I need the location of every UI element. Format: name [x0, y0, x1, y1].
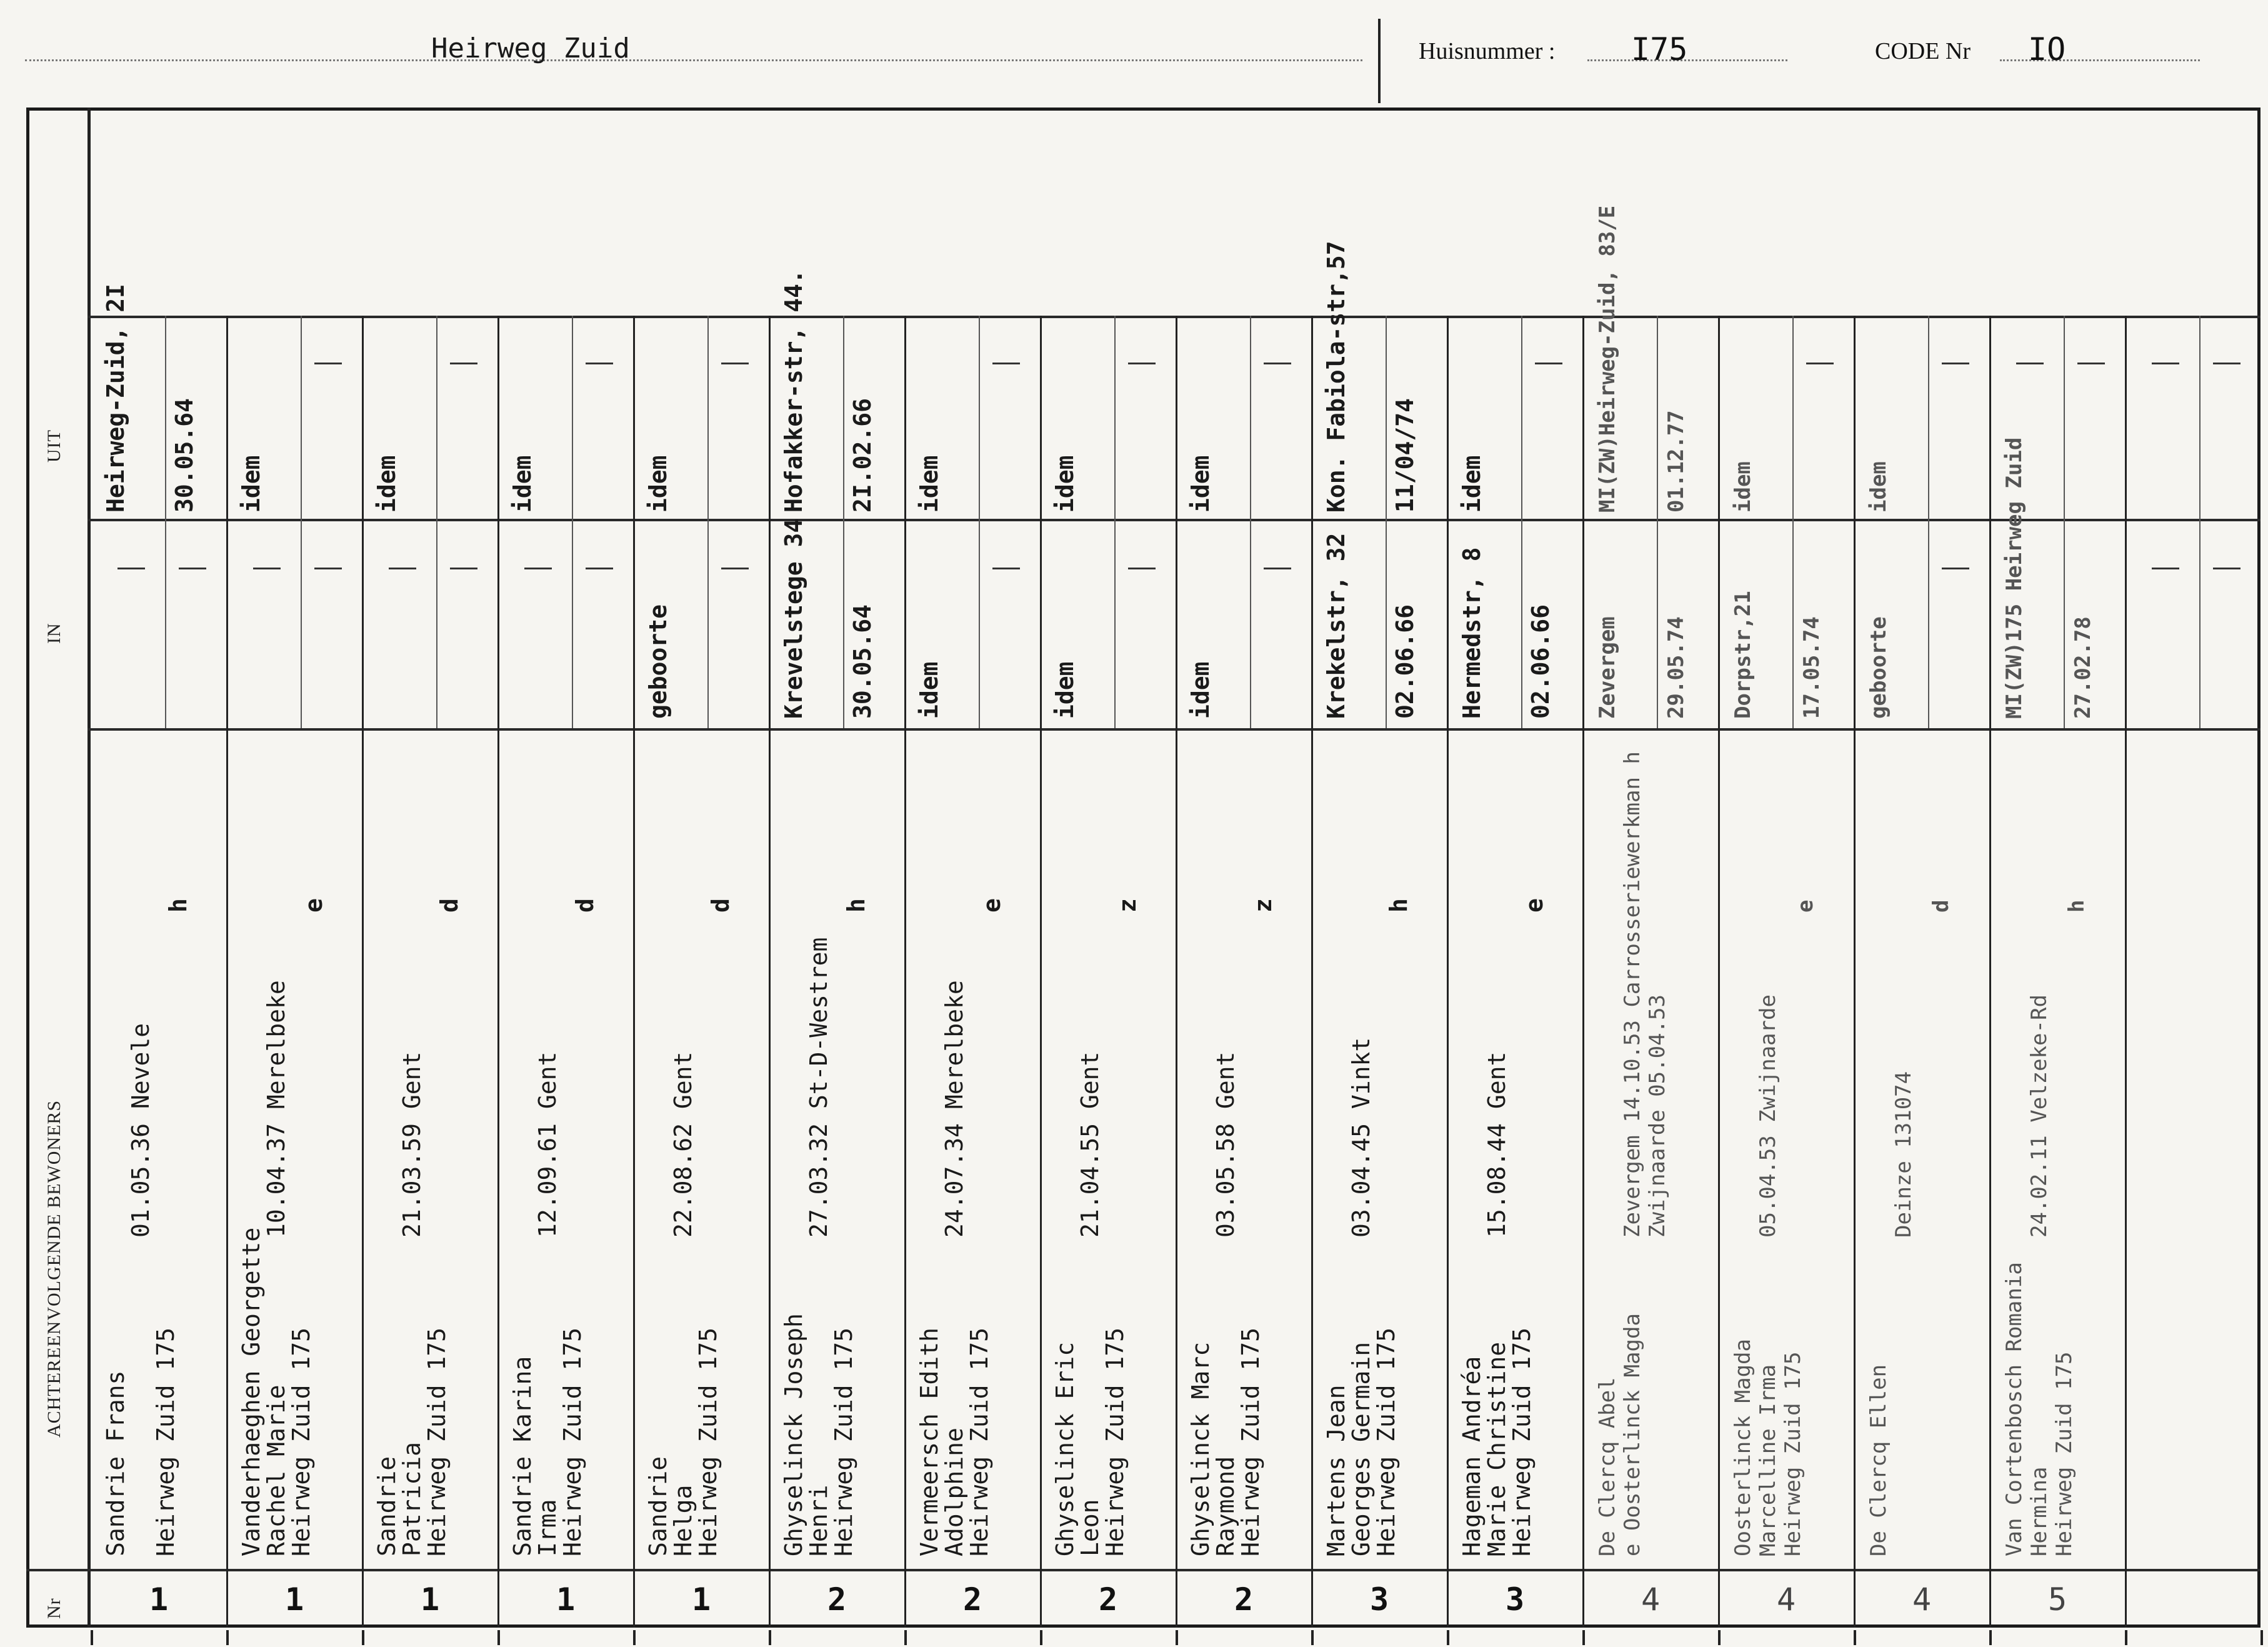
resident-given-names: Hermina: [2027, 1466, 2052, 1556]
in-date: 02.06.66: [1527, 604, 1554, 719]
huisnummer-label: Huisnummer :: [1419, 38, 1556, 64]
resident-name: Oosterlinck Magda: [1731, 1339, 1756, 1556]
cell-subdivider: [436, 519, 437, 728]
cell-subdivider: [301, 519, 302, 728]
resident-given-names: Marie Christine: [1483, 1341, 1511, 1556]
empty-dash: [179, 568, 206, 569]
empty-dash: [2213, 568, 2241, 569]
empty-dash: [524, 568, 552, 569]
resident-code: d: [436, 898, 463, 913]
row-divider: [633, 316, 635, 1628]
tick-mark: [1447, 1630, 1449, 1645]
cell-subdivider: [572, 519, 573, 728]
row-divider: [1854, 316, 1856, 1628]
resident-code: z: [1249, 898, 1277, 913]
column-label-in: IN: [44, 623, 64, 644]
uit-top-line: [87, 316, 2261, 318]
empty-dash: [2152, 568, 2179, 569]
in-date: 29.05.74: [1664, 616, 1689, 719]
code-label: CODE Nr: [1875, 38, 1971, 64]
cell-subdivider: [1657, 316, 1658, 519]
tick-mark: [362, 1630, 364, 1645]
in-date: 27.02.78: [2071, 616, 2096, 719]
tick-mark: [2261, 1630, 2263, 1645]
cell-subdivider: [1521, 519, 1522, 728]
tick-mark: [1311, 1630, 1314, 1645]
resident-given-names: Helga: [669, 1484, 697, 1556]
row-divider: [2125, 316, 2127, 1628]
resident-name: Ghyselinck Joseph: [780, 1313, 807, 1556]
cell-subdivider: [707, 519, 709, 728]
resident-code: d: [571, 898, 599, 913]
empty-dash: [389, 568, 416, 569]
empty-dash: [117, 568, 145, 569]
column-label-nr: Nr: [44, 1598, 64, 1619]
resident-birth: 15.08.44 Gent: [1483, 1051, 1511, 1238]
row-number: 2: [827, 1581, 847, 1618]
uit-date: 30.05.64: [171, 398, 198, 513]
resident-birth-2: Zwijnaarde 05.04.53: [1645, 994, 1670, 1238]
resident-given-names: Henri: [805, 1484, 832, 1556]
row-divider: [362, 316, 364, 1628]
uit-date: 11/04/74: [1391, 398, 1419, 513]
resident-address: Heirweg Zuid 175: [1372, 1327, 1400, 1556]
row-number: 1: [692, 1581, 711, 1618]
cell-subdivider: [979, 316, 980, 519]
resident-birth: 03.05.58 Gent: [1212, 1051, 1239, 1238]
resident-name: Vermeersch Edith: [916, 1327, 943, 1556]
in-place: geboorte: [1866, 616, 1891, 719]
empty-dash: [1806, 363, 1834, 364]
page-header: [0, 0, 2268, 100]
cell-subdivider: [1114, 519, 1116, 728]
resident-given-names: Raymond: [1212, 1456, 1239, 1556]
uit-place: Kon. Fabiola-str,57: [1322, 241, 1350, 513]
cell-subdivider: [301, 316, 302, 519]
resident-birth: 24.02.11 Velzeke-Rd: [2027, 994, 2052, 1238]
in-place: Krekelstr, 32: [1322, 533, 1350, 719]
in-place: idem: [1187, 661, 1214, 719]
cell-subdivider: [843, 316, 844, 519]
tick-mark: [1176, 1630, 1178, 1645]
uit-in-divider: [87, 519, 2261, 521]
resident-given-names: Adolphine: [941, 1428, 968, 1556]
resident-given-names: e Oosterlinck Magda: [1620, 1313, 1645, 1556]
empty-dash: [1535, 363, 1562, 364]
resident-address: Heirweg Zuid 175: [1237, 1327, 1264, 1556]
resident-name: Ghyselinck Eric: [1051, 1341, 1079, 1556]
resident-address: Heirweg Zuid 175: [1781, 1351, 1806, 1556]
cell-subdivider: [1792, 316, 1794, 519]
resident-code: h: [1385, 898, 1412, 913]
resident-code: z: [1114, 898, 1141, 913]
tick-mark: [91, 1630, 93, 1645]
uit-place: idem: [509, 455, 536, 513]
empty-dash: [2016, 363, 2044, 364]
tick-mark: [1989, 1630, 1992, 1645]
tick-mark: [497, 1630, 500, 1645]
resident-birth: 24.07.34 Merelbeke: [941, 980, 968, 1238]
uit-place: MI(ZW)Heirweg-Zuid, 83/E: [1595, 205, 1620, 513]
column-label-bewoners: ACHTEREENVOLGENDE BEWONERS: [44, 1099, 64, 1438]
resident-code: e: [1521, 898, 1548, 913]
uit-place: idem: [644, 455, 672, 513]
empty-dash: [1128, 568, 1156, 569]
row-number: 3: [1370, 1581, 1389, 1618]
row-divider: [1582, 316, 1584, 1628]
resident-given-names: Irma: [534, 1499, 561, 1556]
resident-name: De Clercq Ellen: [1866, 1364, 1891, 1556]
resident-code: h: [842, 898, 870, 913]
cell-subdivider: [1386, 316, 1387, 519]
header-separator: [1378, 19, 1381, 103]
in-place: MI(ZW)175 Heirweg Zuid: [2002, 437, 2027, 719]
huisnummer-value: I75: [1631, 31, 1688, 68]
empty-dash: [1942, 568, 1969, 569]
tick-mark: [1582, 1630, 1585, 1645]
row-divider: [1176, 316, 1177, 1628]
row-number: 1: [149, 1581, 169, 1618]
header-band-divider: [87, 108, 91, 1628]
resident-address: Heirweg Zuid 175: [287, 1327, 315, 1556]
resident-address: Heirweg Zuid 175: [966, 1327, 993, 1556]
tick-mark: [769, 1630, 771, 1645]
cell-subdivider: [1928, 316, 1929, 519]
resident-address: Heirweg Zuid 175: [830, 1327, 857, 1556]
uit-place: Hofakker-str, 44.: [780, 269, 807, 513]
uit-place: idem: [916, 455, 943, 513]
cell-subdivider: [1657, 519, 1658, 728]
resident-code: e: [1793, 899, 1818, 913]
resident-address: Heirweg Zuid 175: [1101, 1327, 1129, 1556]
in-date: 17.05.74: [1799, 616, 1824, 719]
resident-code: e: [978, 898, 1006, 913]
uit-place: idem: [1051, 455, 1079, 513]
row-divider: [497, 316, 499, 1628]
row-number: 2: [1099, 1581, 1118, 1618]
tick-mark: [226, 1630, 229, 1645]
uit-place: idem: [1187, 455, 1214, 513]
row-number: 4: [1912, 1581, 1932, 1618]
row-number: 2: [963, 1581, 982, 1618]
in-place: Zevergem: [1595, 616, 1620, 719]
uit-place: idem: [373, 455, 401, 513]
resident-address: Heirweg Zuid 175: [423, 1327, 451, 1556]
cell-subdivider: [843, 519, 844, 728]
resident-name: Van Cortenbosch Romania: [2002, 1262, 2027, 1556]
empty-dash: [721, 568, 749, 569]
resident-code: d: [707, 898, 734, 913]
resident-name: Sandrie: [373, 1456, 401, 1556]
row-divider: [1311, 316, 1313, 1628]
empty-dash: [450, 363, 477, 364]
cell-subdivider: [165, 519, 166, 728]
tick-mark: [1040, 1630, 1042, 1645]
resident-given-names: Patricia: [398, 1441, 426, 1556]
empty-dash: [2213, 363, 2241, 364]
resident-code: e: [300, 898, 327, 913]
cell-subdivider: [436, 316, 437, 519]
empty-dash: [992, 568, 1020, 569]
tick-mark: [633, 1630, 636, 1645]
cell-subdivider: [2199, 316, 2201, 519]
resident-name: Hageman Andréa: [1458, 1356, 1486, 1556]
cell-subdivider: [1250, 316, 1251, 519]
cell-subdivider: [572, 316, 573, 519]
resident-given-names: Rachel Marie: [262, 1384, 290, 1556]
tick-mark: [1854, 1630, 1856, 1645]
empty-dash: [314, 568, 342, 569]
code-value: IO: [2028, 31, 2066, 68]
in-place: Krevelstege 34: [780, 518, 807, 719]
empty-dash: [1128, 363, 1156, 364]
cell-subdivider: [1114, 316, 1116, 519]
empty-dash: [253, 568, 281, 569]
empty-dash: [721, 363, 749, 364]
empty-dash: [450, 568, 477, 569]
uit-date: 2I.02.66: [849, 398, 876, 513]
empty-dash: [1264, 568, 1291, 569]
in-place: Dorpstr,21: [1731, 591, 1756, 719]
cell-subdivider: [2199, 519, 2201, 728]
row-divider: [1040, 316, 1042, 1628]
resident-name: De Clercq Abel: [1595, 1377, 1620, 1556]
cell-subdivider: [1521, 316, 1522, 519]
in-date: 02.06.66: [1391, 604, 1419, 719]
row-divider: [1989, 316, 1991, 1628]
resident-code: h: [164, 898, 192, 913]
in-place: idem: [1051, 661, 1079, 719]
in-place: idem: [916, 661, 943, 719]
resident-address: Heirweg Zuid 175: [2052, 1351, 2077, 1556]
uit-place: idem: [1866, 461, 1891, 513]
resident-address: Heirweg Zuid 175: [559, 1327, 586, 1556]
resident-birth: 21.04.55 Gent: [1076, 1051, 1104, 1238]
cell-subdivider: [165, 316, 166, 519]
resident-name: Sandrie Frans: [102, 1370, 129, 1556]
street-dotted-line: [25, 59, 1362, 61]
row-divider: [226, 316, 228, 1628]
resident-given-names: Leon: [1076, 1499, 1104, 1556]
resident-birth: 22.08.62 Gent: [669, 1051, 697, 1238]
cell-subdivider: [1792, 519, 1794, 728]
cell-subdivider: [707, 316, 709, 519]
row-divider: [1718, 316, 1720, 1628]
resident-code: h: [2064, 899, 2089, 913]
empty-dash: [586, 568, 613, 569]
tick-mark: [2125, 1630, 2127, 1645]
resident-birth: 05.04.53 Zwijnaarde: [1756, 994, 1781, 1238]
cell-subdivider: [1928, 519, 1929, 728]
in-place: Hermedstr, 8: [1458, 547, 1486, 719]
resident-birth: 12.09.61 Gent: [534, 1051, 561, 1238]
row-number: 1: [285, 1581, 304, 1618]
empty-dash: [1942, 363, 1969, 364]
resident-address: Heirweg Zuid 175: [1508, 1327, 1536, 1556]
uit-place: idem: [1731, 461, 1756, 513]
column-label-uit: UIT: [44, 429, 64, 463]
row-number: 3: [1506, 1581, 1525, 1618]
in-bewoners-divider: [87, 728, 2261, 731]
in-place: geboorte: [644, 604, 672, 719]
empty-dash: [314, 363, 342, 364]
resident-birth: 10.04.37 Merelbeke: [262, 980, 290, 1238]
resident-given-names: Marcelline Irma: [1756, 1364, 1781, 1556]
uit-place: Heirweg-Zuid, 2I: [102, 283, 129, 513]
resident-code: d: [1929, 899, 1954, 913]
uit-place: idem: [1458, 455, 1486, 513]
row-number: 4: [1777, 1581, 1796, 1618]
uit-place: idem: [237, 455, 265, 513]
empty-dash: [2152, 363, 2179, 364]
resident-birth: Deinze 131074: [1891, 1071, 1916, 1238]
cell-subdivider: [2064, 519, 2065, 728]
resident-name: Martens Jean: [1322, 1384, 1350, 1556]
cell-subdivider: [979, 519, 980, 728]
row-divider: [904, 316, 906, 1628]
resident-birth: 27.03.32 St-D-Westrem: [805, 937, 832, 1238]
resident-name: Sandrie: [644, 1456, 672, 1556]
row-number: 5: [2048, 1581, 2067, 1618]
row-number: 2: [1234, 1581, 1254, 1618]
cell-subdivider: [1386, 519, 1387, 728]
in-date: 30.05.64: [849, 604, 876, 719]
resident-name: Sandrie Karina: [509, 1356, 536, 1556]
street-name: Heirweg Zuid: [431, 33, 630, 64]
row-number: 4: [1641, 1581, 1661, 1618]
uit-date: 01.12.77: [1664, 410, 1689, 513]
resident-address: Heirweg Zuid 175: [694, 1327, 722, 1556]
resident-birth: 03.04.45 Vinkt: [1347, 1037, 1375, 1238]
tick-mark: [904, 1630, 907, 1645]
row-divider: [769, 316, 771, 1628]
cell-subdivider: [1250, 519, 1251, 728]
empty-dash: [2077, 363, 2105, 364]
resident-given-names: Georges Germain: [1347, 1341, 1375, 1556]
resident-birth: 21.03.59 Gent: [398, 1051, 426, 1238]
resident-birth: 01.05.36 Nevele: [127, 1023, 154, 1238]
resident-name: Vanderhaeghen Georgette: [237, 1227, 265, 1556]
row-number: 1: [556, 1581, 576, 1618]
row-number: 1: [421, 1581, 440, 1618]
empty-dash: [1264, 363, 1291, 364]
resident-name: Ghyselinck Marc: [1187, 1341, 1214, 1556]
empty-dash: [586, 363, 613, 364]
cell-subdivider: [2064, 316, 2065, 519]
row-divider: [1447, 316, 1449, 1628]
resident-address: Heirweg Zuid 175: [152, 1327, 179, 1556]
resident-birth: Zevergem 14.10.53 Carrosseriewerkman h: [1620, 751, 1645, 1238]
empty-dash: [992, 363, 1020, 364]
tick-mark: [1718, 1630, 1721, 1645]
